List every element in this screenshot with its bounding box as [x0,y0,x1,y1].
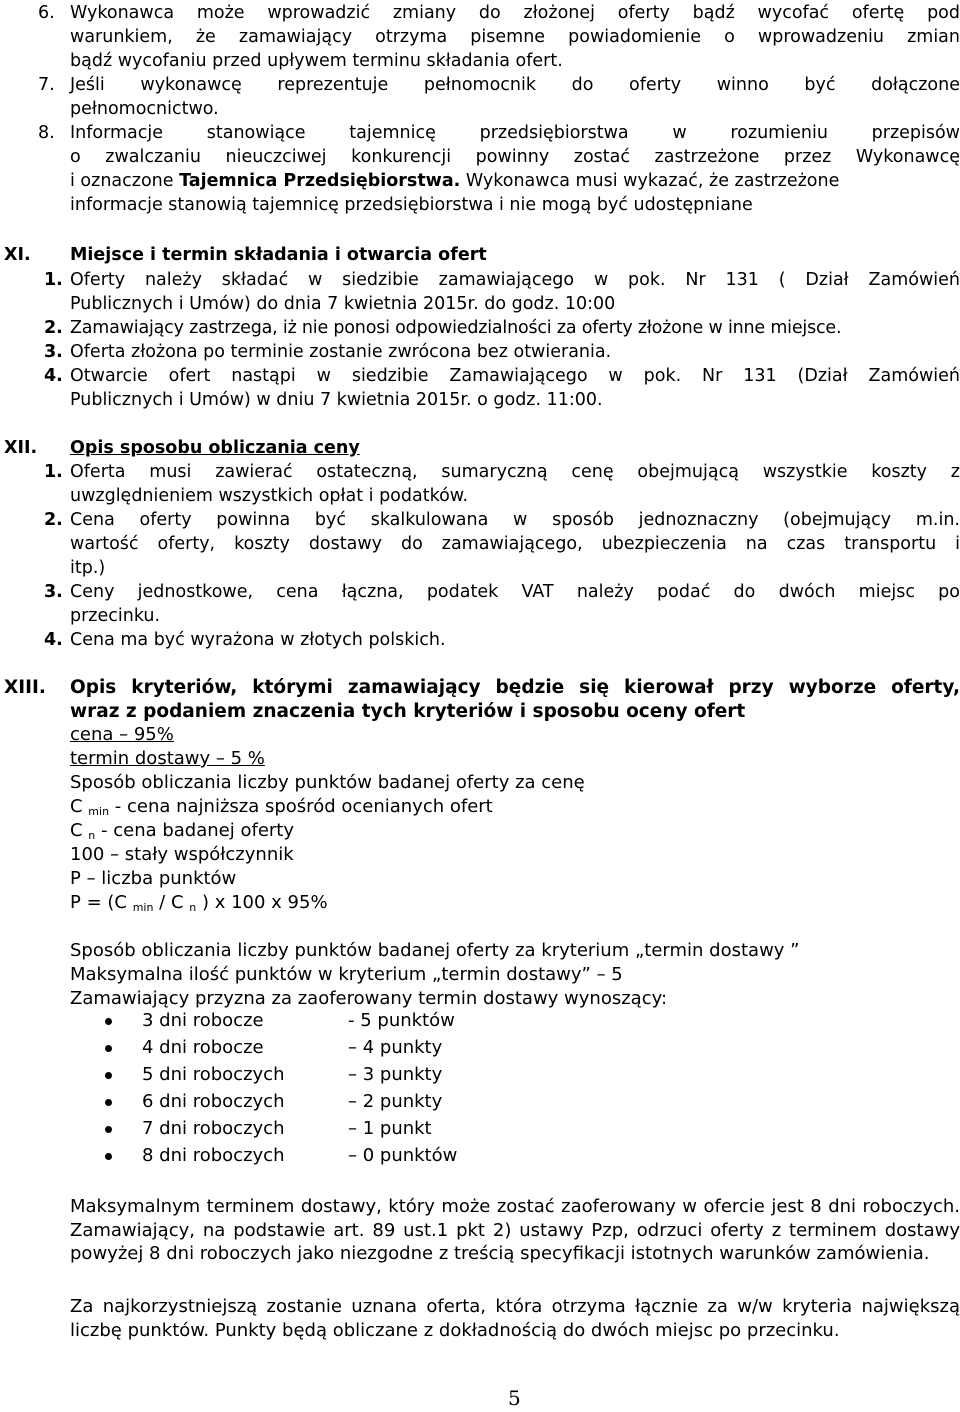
section-title: wraz z podaniem znaczenia tych kryteriów i sposobu oceny ofert [70,701,746,722]
item-text: informacje stanowią tajemnicę przedsiębiorstwa i nie mogą być udostępniane [70,195,753,215]
section-title: Opis sposobu obliczania ceny [70,438,360,458]
delivery-points: – 4 punkty [348,1037,443,1058]
points-definition: P – liczba punktów [70,868,237,889]
item-text: Ceny jednostkowe, cena łączna, podatek VAT należy podać do dwóch miejsc po [70,582,960,602]
item-number: 1. [44,270,63,290]
item-text: Informacje stanowiące tajemnicę przedsiębiorstwa w rozumieniu przepisów [70,123,960,143]
item-number: 3. [44,582,63,602]
item-text: bądź wycofaniu przed upływem terminu składania ofert. [70,51,563,71]
delivery-max-points: Maksymalna ilość punktów w kryterium „termin dostawy” – 5 [70,964,623,985]
item-text: itp.) [70,558,106,578]
item-text: Publicznych i Umów) do dnia 7 kwietnia 2015r. do godz. 10:00 [70,294,616,314]
item-text: Cena oferty powinna być skalkulowana w sposób jednoznaczny (obejmujący m.in. [70,510,960,530]
delivery-days: 6 dni roboczych [142,1091,285,1112]
bullet-icon [105,1018,112,1025]
coefficient-definition: 100 – stały współczynnik [70,844,294,865]
delivery-days: 5 dni roboczych [142,1064,285,1085]
item-text: Wykonawca może wprowadzić zmiany do złożonej oferty bądź wycofać ofertę pod [70,3,960,23]
delivery-days: 4 dni robocze [142,1037,264,1058]
section-title: Miejsce i termin składania i otwarcia ofert [70,245,487,265]
item-text: Oferta musi zawierać ostateczną, sumaryczną cenę obejmującą wszystkie koszty z [70,462,960,482]
item-text: Otwarcie ofert nastąpi w siedzibie Zamawiającego w pok. Nr 131 (Dział Zamówień [70,366,960,386]
section-title: Opis kryteriów, którymi zamawiający będzie się kierował przy wyborze oferty, [70,677,960,698]
item-number: 4. [44,366,63,386]
item-number: 1. [44,462,63,482]
max-delivery-paragraph: Maksymalnym terminem dostawy, który może zostać zaoferowany w ofercie jest 8 dni roboczych. Zamawiający, na podstawie art. 89 ust.1 pkt 2) ustawy Pzp, odrzuci oferty z terminem dostawy powyżej 8 dni roboczych jako niezgodne z treścią specyfikacji istotnych warunków zamówienia. [70,1196,960,1264]
text: Wykonawca musi wykazać, że zastrzeżone [460,171,840,191]
page-number: 5 [508,1386,521,1410]
bullet-icon [105,1045,112,1052]
bullet-icon [105,1099,112,1106]
text: / C [153,892,190,913]
item-text: Jeśli wykonawcę reprezentuje pełnomocnik do oferty winno być dołączone [70,75,960,95]
item-number: 4. [44,630,63,650]
bullet-icon [105,1072,112,1079]
item-number: 7. [38,75,55,95]
text: P = (C [70,892,133,913]
item-text: Cena ma być wyrażona w złotych polskich. [70,630,446,650]
text: i oznaczone [70,171,180,191]
item-text: warunkiem, że zamawiający otrzyma pisemne powiadomienie o wprowadzeniu zmian [70,27,960,47]
price-formula [70,892,328,919]
delivery-points: – 0 punktów [348,1145,458,1166]
item-text: Oferty należy składać w siedzibie zamawiającego w pok. Nr 131 ( Dział Zamówień [70,270,960,290]
criterion-price: cena – 95% [70,724,174,745]
item-text: o zwalczaniu nieuczciwej konkurencji powinny zostać zastrzeżone przez Wykonawcę [70,147,960,167]
item-text: uwzględnieniem wszystkich opłat i podatków. [70,486,469,506]
item-text: Zamawiający zastrzega, iż nie ponosi odpowiedzialności za oferty złożone w inne miejsce. [70,318,842,338]
item-number: 2. [44,318,63,338]
item-text: pełnomocnictwo. [70,99,219,119]
cn-definition [70,820,294,847]
item-text: wartość oferty, koszty dostawy do zamawiającego, ubezpieczenia na czas transportu i [70,534,960,554]
text: C [70,796,89,817]
item-number: 3. [44,342,63,362]
delivery-days: 8 dni roboczych [142,1145,285,1166]
delivery-method-intro: Sposób obliczania liczby punktów badanej oferty za kryterium „termin dostawy ” [70,940,800,961]
cmin-definition [70,796,493,823]
criterion-delivery: termin dostawy – 5 % [70,748,265,769]
best-offer-paragraph: Za najkorzystniejszą zostanie uznana oferta, która otrzyma łącznie za w/w kryteria największą liczbę punktów. Punkty będą obliczane z dokładnością do dwóch miejsc po przecinku. [70,1296,960,1341]
item-text [70,170,839,192]
subscript: n [189,901,197,914]
delivery-points: – 1 punkt [348,1118,432,1139]
item-text: Oferta złożona po terminie zostanie zwrócona bez otwierania. [70,342,612,362]
subscript: min [88,805,110,818]
delivery-assign-intro: Zamawiający przyzna za zaoferowany termin dostawy wynoszący: [70,988,668,1009]
text: - cena badanej oferty [95,820,295,841]
delivery-days: 3 dni robocze [142,1010,264,1031]
item-text: Publicznych i Umów) w dniu 7 kwietnia 2015r. o godz. 11:00. [70,390,603,410]
text: - cena najniższa spośród ocenianych ofert [109,796,493,817]
section-number: XII. [4,438,38,458]
delivery-days: 7 dni roboczych [142,1118,285,1139]
bullet-icon [105,1126,112,1133]
text: ) x 100 x 95% [196,892,328,913]
delivery-points: - 5 punktów [348,1010,455,1031]
bullet-icon [105,1153,112,1160]
text: C [70,820,89,841]
item-number: 6. [38,3,55,23]
item-text: przecinku. [70,606,161,626]
subscript: min [132,901,154,914]
delivery-points: – 2 punkty [348,1091,443,1112]
section-number: XI. [4,245,31,265]
section-number: XIII. [4,677,46,698]
delivery-points: – 3 punkty [348,1064,443,1085]
item-number: 2. [44,510,63,530]
price-method-intro: Sposób obliczania liczby punktów badanej oferty za cenę [70,772,585,793]
item-number: 8. [38,123,55,143]
subscript: n [88,829,96,842]
emphasis: Tajemnica Przedsiębiorstwa. [179,171,461,191]
